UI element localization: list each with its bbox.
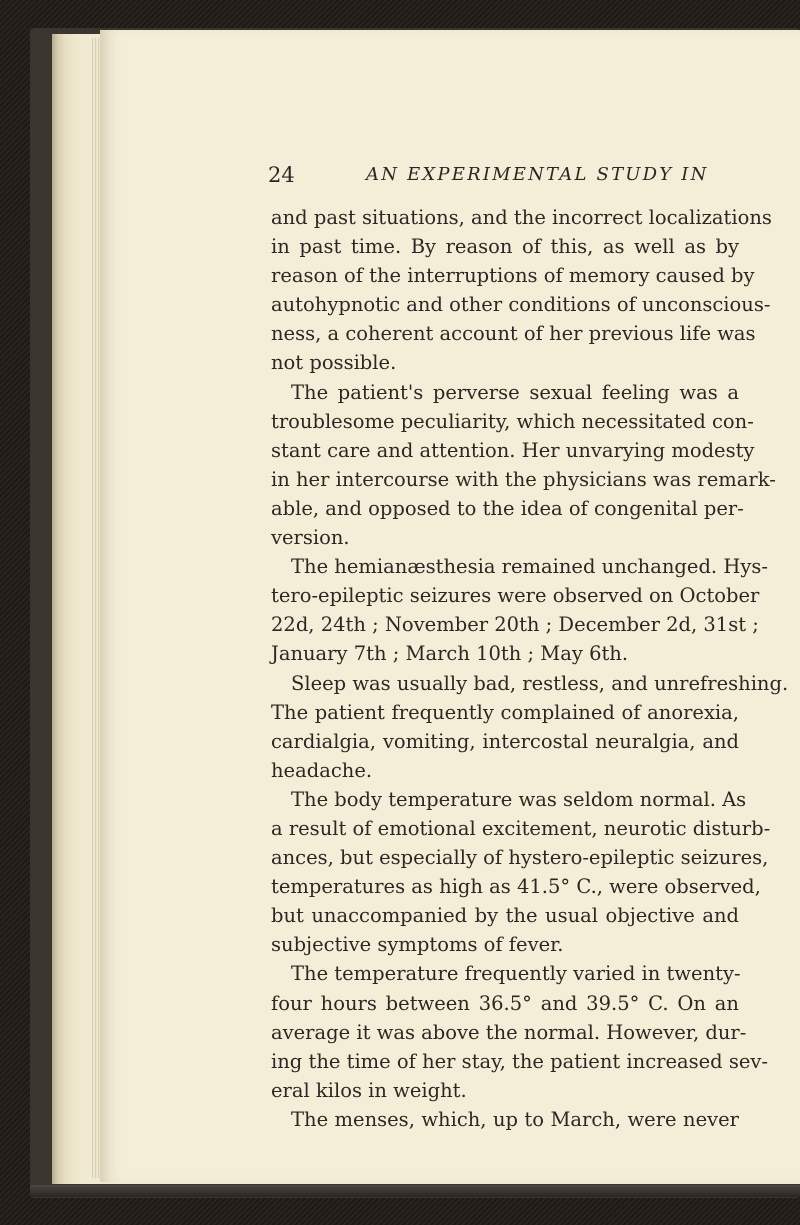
text-line: version. — [271, 526, 350, 550]
text-line: cardialgia, vomiting, intercostal neuralgia, and — [271, 729, 739, 753]
text-line: and past situations, and the incorrect localizations — [271, 206, 772, 229]
text-line: The patient's perverse sexual feeling was a — [291, 380, 739, 404]
text-line: a result of emotional excitement, neurotic disturb- — [271, 816, 771, 840]
text-line: Sleep was usually bad, restless, and unrefreshing. — [291, 671, 789, 695]
text-line: ing the time of her stay, the patient increased sev- — [271, 1049, 769, 1073]
text-line: subjective symptoms of fever. — [271, 933, 564, 957]
text-line: average it was above the normal. However, dur- — [271, 1020, 747, 1044]
text-line: able, and opposed to the idea of congenital per- — [271, 496, 744, 520]
text-line: 22d, 24th ; November 20th ; December 2d, 31st ; — [271, 613, 759, 637]
text-line: The body temperature was seldom normal. As — [291, 787, 747, 811]
cover-bottom-edge — [30, 1185, 800, 1197]
running-title: AN EXPERIMENTAL STUDY IN — [366, 164, 709, 185]
text-line: but unaccompanied by the usual objective and — [271, 904, 739, 928]
text-line: The menses, which, up to March, were never — [291, 1107, 739, 1131]
text-line: troublesome peculiarity, which necessitated con- — [271, 409, 754, 433]
text-line: not possible. — [271, 351, 397, 375]
text-line: in past time. By reason of this, as well as by — [271, 235, 739, 259]
text-line: stant care and attention. Her unvarying modesty — [271, 438, 755, 462]
text-line: ness, a coherent account of her previous life was — [271, 322, 756, 346]
text-line: The hemianæsthesia remained unchanged. Hys- — [291, 555, 768, 579]
body-text — [271, 203, 789, 1134]
text-line: reason of the interruptions of memory caused by — [271, 264, 755, 288]
text-line: four hours between 36.5° and 39.5° C. On an — [271, 991, 739, 1015]
page-header — [268, 163, 738, 193]
page-number: 24 — [268, 163, 295, 187]
text-line: headache. — [271, 758, 373, 782]
text-line: January 7th ; March 10th ; May 6th. — [271, 642, 629, 666]
text-line: tero-epileptic seizures were observed on October — [271, 584, 760, 608]
text-line: autohypnotic and other conditions of unconscious- — [271, 293, 771, 317]
text-line: The patient frequently complained of anorexia, — [271, 700, 739, 724]
text-line: The temperature frequently varied in twenty- — [291, 962, 741, 986]
text-line: ances, but especially of hystero-epileptic seizures, — [271, 846, 769, 870]
text-line: eral kilos in weight. — [271, 1078, 467, 1102]
text-line: temperatures as high as 41.5° C., were observed, — [271, 875, 761, 899]
text-line: in her intercourse with the physicians was remark- — [271, 467, 776, 491]
